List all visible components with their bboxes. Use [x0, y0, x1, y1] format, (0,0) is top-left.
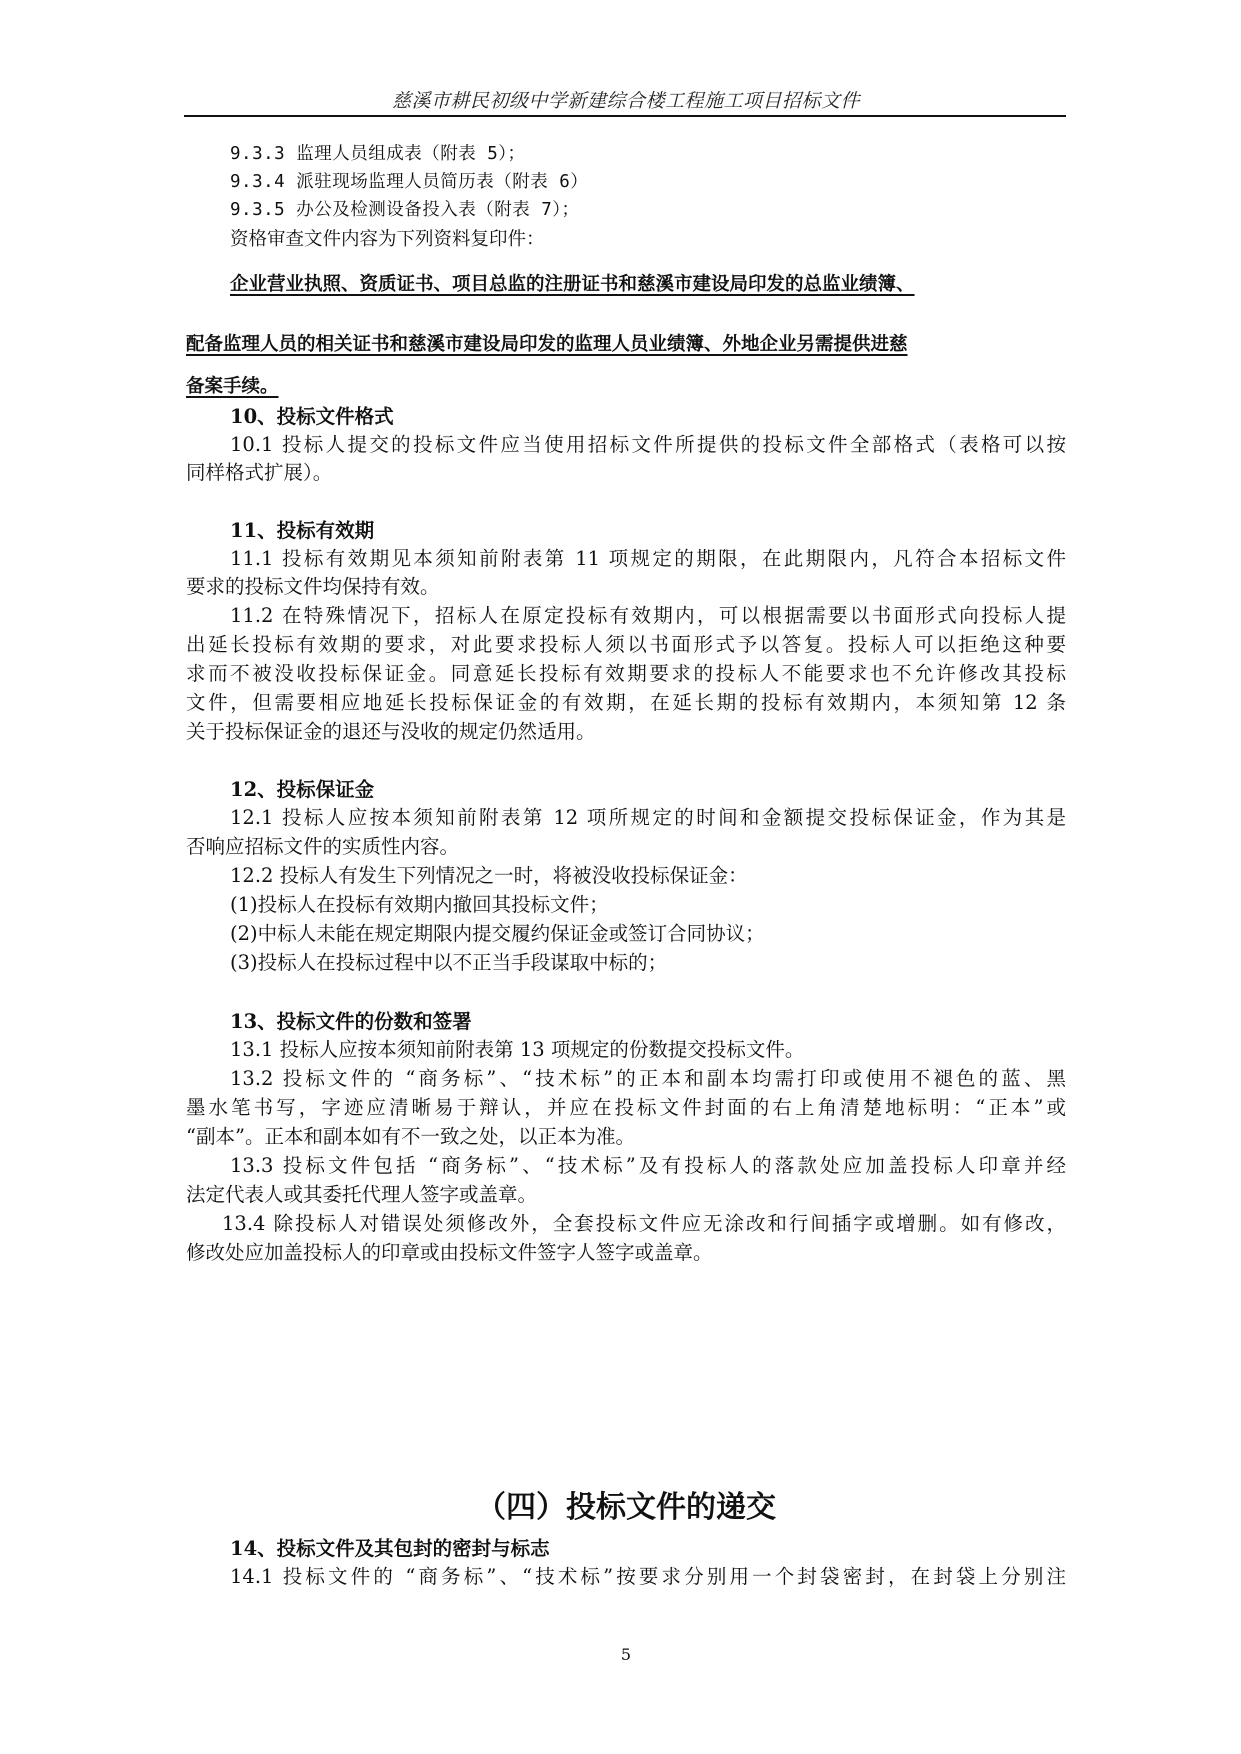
- paragraph-line: 10.1 投标人提交的投标文件应当使用招标文件所提供的投标文件全部格式（表格可以按: [230, 433, 1066, 456]
- paragraph-line: 14.1 投标文件的 “商务标”、“技术标”按要求分别用一个封袋密封，在封袋上分别注: [230, 1565, 1066, 1588]
- section-heading: 12、投标保证金: [230, 778, 375, 801]
- page-number: 5: [620, 1645, 632, 1664]
- paragraph-line: 法定代表人或其委托代理人签字或盖章。: [186, 1183, 538, 1206]
- paragraph-line: 13.4 除投标人对错误处须修改外，全套投标文件应无涂改和行间插字或增删。如有修改，: [222, 1212, 1066, 1235]
- paragraph-line: 资格审查文件内容为下列资料复印件：: [230, 229, 545, 250]
- paragraph-line: 要求的投标文件均保持有效。: [186, 575, 440, 598]
- list-item: 9.3.3 监理人员组成表（附表 5）；: [230, 144, 526, 164]
- paragraph-line: 求而不被没收投标保证金。同意延长投标有效期要求的投标人不能要求也不允许修改其投标: [186, 662, 1066, 685]
- paragraph-line: 墨水笔书写，字迹应清晰易于辩认，并应在投标文件封面的右上角清楚地标明：“正本”或: [186, 1096, 1066, 1119]
- list-item: (2)中标人未能在规定期限内提交履约保证金或签订合同协议；: [230, 922, 765, 945]
- paragraph-line: 11.1 投标有效期见本须知前附表第 11 项规定的期限，在此期限内，凡符合本招标文件: [230, 547, 1066, 570]
- section-heading: 14、投标文件及其包封的密封与标志: [230, 1537, 550, 1560]
- qualification-docs-line: 企业营业执照、资质证书、项目总监的注册证书和慈溪市建设局印发的总监业绩簿、: [230, 274, 915, 295]
- list-item: (1)投标人在投标有效期内撤回其投标文件；: [230, 893, 609, 916]
- header-rule: [184, 115, 1066, 117]
- paragraph-line: 出延长投标有效期的要求，对此要求投标人须以书面形式予以答复。投标人可以拒绝这种要: [186, 633, 1066, 656]
- paragraph-line: 关于投标保证金的退还与没收的规定仍然适用。: [186, 720, 596, 743]
- paragraph-line: 11.2 在特殊情况下，招标人在原定投标有效期内，可以根据需要以书面形式向投标人提: [230, 604, 1066, 627]
- chapter-title: （四）投标文件的递交: [476, 1490, 776, 1525]
- qualification-docs-line: 配备监理人员的相关证书和慈溪市建设局印发的监理人员业绩簿、外地企业另需提供进慈: [186, 334, 908, 355]
- paragraph-line: 13.2 投标文件的 “商务标”、“技术标”的正本和副本均需打印或使用不褪色的蓝、黑: [230, 1067, 1066, 1090]
- list-item: 9.3.4 派驻现场监理人员简历表（附表 6）: [230, 172, 589, 192]
- section-heading: 13、投标文件的份数和签署: [230, 1010, 472, 1033]
- list-item: (3)投标人在投标过程中以不正当手段谋取中标的；: [230, 951, 668, 974]
- qualification-docs-line: 备案手续。: [186, 376, 279, 397]
- paragraph-line: 同样格式扩展）。: [186, 461, 333, 484]
- paragraph-line: “副本”。正本和副本如有不一致之处，以正本为准。: [186, 1125, 635, 1148]
- list-item: 9.3.5 办公及检测设备投入表（附表 7）；: [230, 200, 580, 220]
- paragraph-line: 文件，但需要相应地延长投标保证金的有效期，在延长期的投标有效期内，本须知第 12 条: [186, 691, 1066, 714]
- paragraph-line: 13.1 投标人应按本须知前附表第 13 项规定的份数提交投标文件。: [230, 1038, 805, 1061]
- section-heading: 10、投标文件格式: [230, 405, 394, 428]
- paragraph-line: 否响应招标文件的实质性内容。: [186, 835, 460, 858]
- paragraph-line: 修改处应加盖投标人的印章或由投标文件签字人签字或盖章。: [186, 1241, 713, 1264]
- paragraph-line: 12.1 投标人应按本须知前附表第 12 项所规定的时间和金额提交投标保证金，作为其是: [230, 806, 1066, 829]
- paragraph-line: 13.3 投标文件包括 “商务标”、“技术标”及有投标人的落款处应加盖投标人印章并经: [230, 1154, 1066, 1177]
- running-header: 慈溪市耕民初级中学新建综合楼工程施工项目招标文件: [391, 90, 860, 112]
- paragraph-line: 12.2 投标人有发生下列情况之一时，将被没收投标保证金：: [230, 864, 748, 887]
- section-heading: 11、投标有效期: [230, 519, 375, 542]
